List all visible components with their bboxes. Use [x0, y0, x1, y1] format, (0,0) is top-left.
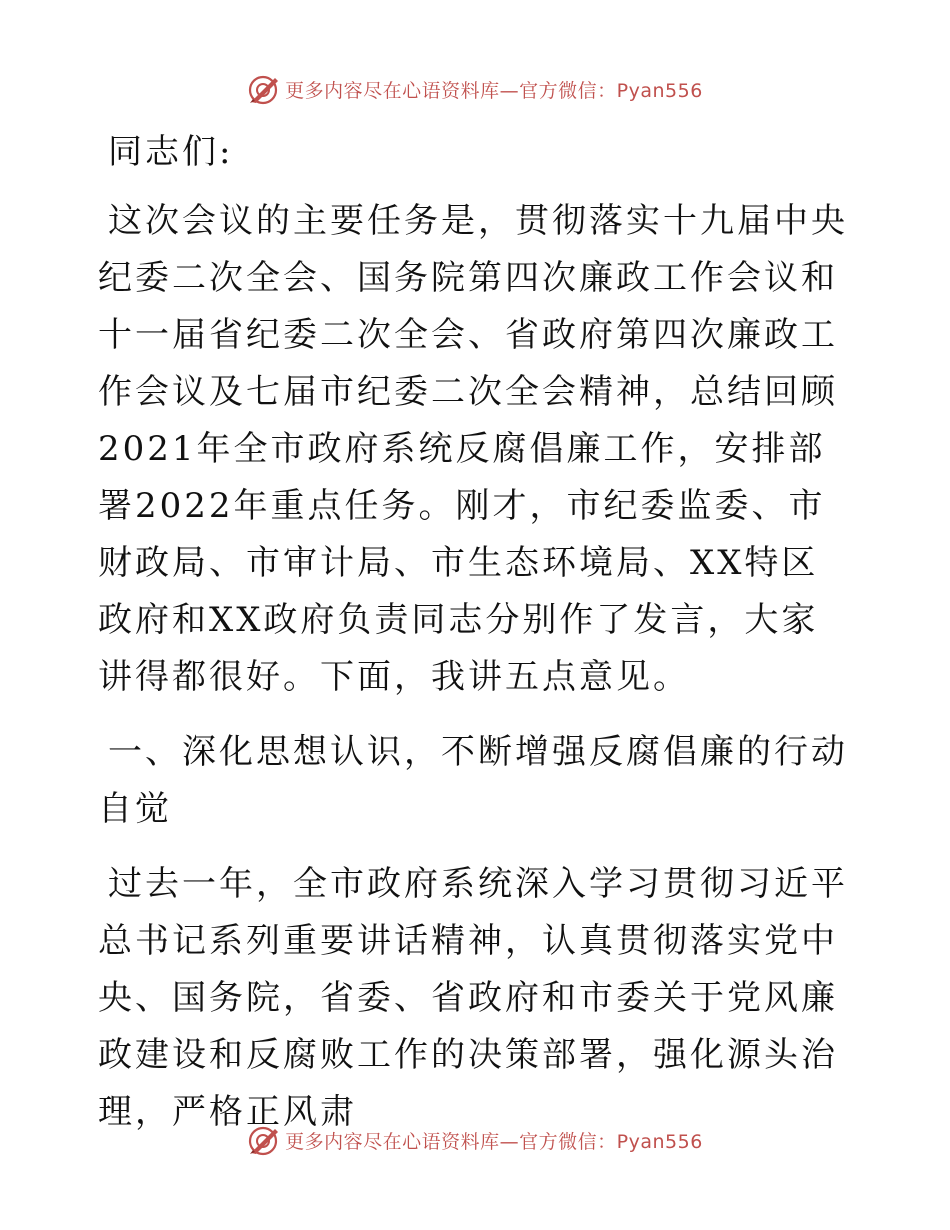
footer-watermark [0, 1122, 950, 1158]
section-heading: 一、深化思想认识，不断增强反腐倡廉的行动自觉 [98, 732, 848, 829]
watermark-text: 更多内容尽在心语资料库—官方微信：Pyan556 [285, 1130, 703, 1153]
header-watermark [0, 71, 950, 107]
paragraph: 过去一年，全市政府系统深入学习贯彻习近平总书记系列重要讲话精神，认真贯彻落实党中央、国务院，省委、省政府和市委关于党风廉政建设和反腐败工作的决策部署，强化源头治理，严格正风肃 [98, 864, 848, 1132]
salutation: 同志们: [108, 132, 234, 172]
pen-logo-icon [247, 1123, 281, 1157]
paragraph: 这次会议的主要任务是，贯彻落实十九届中央纪委二次全会、国务院第四次廉政工作会议和十一届省纪委二次全会、省政府第四次廉政工作会议及七届市纪委二次全会精神，总结回顾2021年全市政府系统反腐倡廉工作，安排部署2022年重点任务。刚才，市纪委监委、市财政局、市审计局、市生态环境局、XX特区政府和XX政府负责同志分别作了发言，大家讲得都很好。下面，我讲五点意见。 [98, 201, 848, 697]
document-body [98, 124, 858, 1141]
pen-logo-icon [247, 72, 281, 106]
watermark-text: 更多内容尽在心语资料库—官方微信：Pyan556 [285, 79, 703, 102]
